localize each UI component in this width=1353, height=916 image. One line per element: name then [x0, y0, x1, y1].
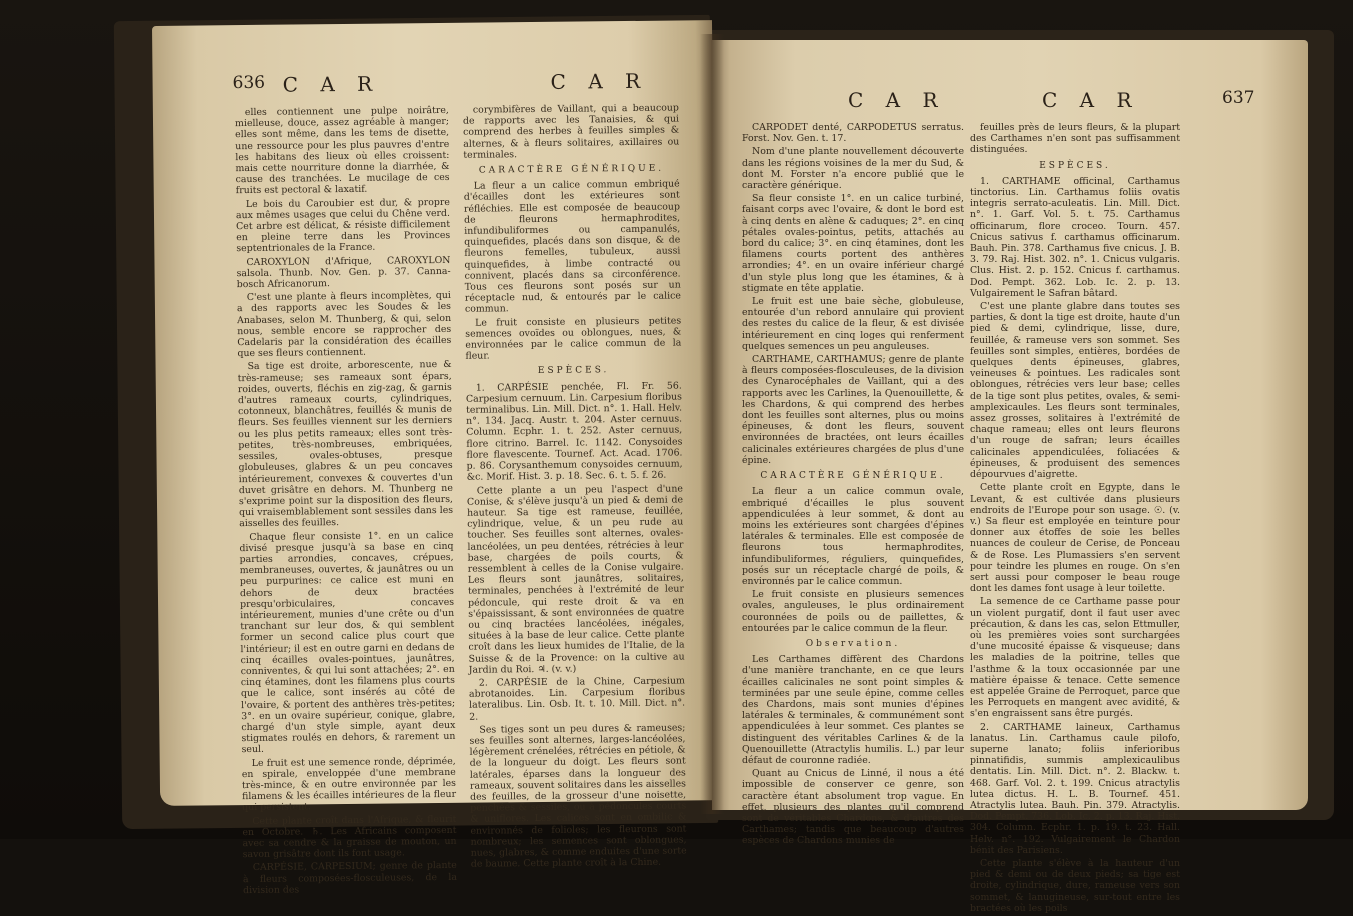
paragraph: 1. CARTHAME officinal, Carthamus tinctorius. Lin. Carthamus foliis ovatis integris serrato-aculeatis. Lin. Mill. Dict. n°. 1. Garf. Vol. 5. t. 75. Carthamus officinarum, flore croceo. Tourn. 457. Cnicus sativus f. carthamus officinarum. Bauh. Pin. 378. Carthamus five cnicus. J. B. 3. 79. Raj. Hist. 302. n°. 1. Cnicus vulgaris. Clus. Hist. 2. p. 152. Cnicus f. carthamus. Dod. Pempt. 362. Lob. Ic. 2. p. 13. Vulgairement le Safran bâtard. [970, 175, 1180, 299]
left-page-column-1 [235, 105, 457, 898]
paragraph: Le bois du Caroubier est dur, & propre aux mêmes usages que celui du Chêne verd. Cet arbre est délicat, & résiste difficilement en pleine terre dans les Provinces septentrionales de la France. [235, 196, 451, 255]
paragraph: Cette plante a un peu l'aspect d'une Conise, & s'élève jusqu'à un pied & demi de hauteur. Sa tige est rameuse, feuillée, cylindrique, velue, & un peu rude au toucher. Ses feuilles sont alternes, ovales-lancéolées, un peu dentées, rétrécies à leur base, chargées de poils courts, & ressemblent à celles de la Conise vulgaire. Les fleurs sont jaunâtres, solitaires, terminales, penchées à l'extrémité de leur pédoncule, qui reste droit & va en s'épaississant, & sont environnées de quatre ou cinq bractées lancéolées, inégales, situées à la base de leur calice. Cette plante croît dans les lieux humides de l'Italie, de la Suisse & de la Provence: on la cultive au Jardin du Roi. ♃. (v. v.) [466, 482, 685, 676]
paragraph: C'est une plante glabre dans toutes ses parties, & dont la tige est droite, haute d'un pied & demi, cylindrique, lisse, dure, feuillée, & rameuse vers son sommet. Ses feuilles sont simples, entières, bordées de quelques dents épineuses, glabres, veineuses & pointues. Les radicales sont oblongues, rétrécies vers leur base; celles de la tige sont plus petites, ovales, & semi-amplexicaules. Les fleurs sont terminales, assez grosses, solitaires à l'extrémité de chaque rameau; elles ont leurs fleurons d'un rouge de safran; leurs écailles calicinales appendiculées, foliacées & épineuses, & produisent des semences dépourvues d'aigrette. [970, 301, 1180, 481]
paragraph: Sa fleur consiste 1°. en un calice turbiné, faisant corps avec l'ovaire, & dont le bord est à cinq dents en alène & caduques; 2°. en cinq pétales ovales-pointus, petits, attachés au bord du calice; 3°. en cinq étamines, dont les filamens courts portent des anthères arrondies; 4°. en un ovaire inférieur chargé d'un style plus long que les étamines, & à stigmate en tête applatie. [742, 193, 964, 294]
paragraph: La fleur a un calice commun embriqué d'écailles dont les extérieures sont réfléchies. Elle est composée de beaucoup de fleurons hermaphrodites, infundibuliformes ou campanulés, quinquefides, placés dans son disque, & de fleurons femelles, tubuleux, aussi quinquefides, à limbe contracté ou connivent, placés dans sa circonférence. Tous ces fleurons sont posés sur un réceptacle nud, & entourés par le calice commun. [463, 178, 681, 316]
paragraph: Ses tiges sont un peu dures & rameuses; ses feuilles sont alternes, larges-lancéolées, légèrement crénelées, rétrécies en pétiole, & de la longueur du doigt. Les fleurs sont latérales, éparses dans la longueur des rameaux, souvent solitaires dans les aisselles des feuilles, de la grosseur d'une noisette, penchées & sessiles, ou à pédoncules courts & uniflores. Les calices sont en ombilic & environnés de folioles; les fleurons sont nombreux; les semences sont oblongues, nues, glabres, & comme enduites d'une sorte de baume. Cette plante croît à la Chine. [469, 722, 687, 870]
paragraph: Nom d'une plante nouvellement découverte dans les régions voisines de la mer du Sud, & dont M. Forster n'a encore publié que le caractère générique. [742, 146, 964, 192]
paragraph: Cette plante s'élève à la hauteur d'un pied & demi ou de deux pieds; sa tige est droite, cylindrique, dure, rameuse vers son sommet, & lanugineuse, sur-tout entre les bractées où les poils [970, 858, 1180, 914]
paragraph: Cette plante croît en Egypte, dans le Levant, & est cultivée dans plusieurs endroits de l'Europe pour son usage. ☉. (v. v.) Sa fleur est employée en teinture pour donner aux étoffes de soie les belles nuances de couleur de Cerise, de Ponceau & de Rose. Les Plumassiers s'en servent pour teindre les plumes en rouge. On s'en sert aussi pour composer le beau rouge dont les dames font usage à leur toilette. [970, 482, 1180, 595]
paragraph: Le fruit est une baie sèche, globuleuse, entourée d'un rebord annulaire qui provient des restes du calice de la fleur, & est divisée intérieurement en cinq loges qui renferment quelques semences un peu anguleuses. [742, 296, 964, 352]
right-page-number: 637 [1222, 88, 1255, 108]
left-page-number: 636 [232, 72, 266, 94]
book-gutter [700, 34, 724, 814]
paragraph: corymbifères de Vaillant, qui a beaucoup de rapports avec les Tanaisies, & qui comprend des herbes à feuilles simples & alternes, & à fleurs solitaires, axillaires ou terminales. [462, 102, 680, 161]
paragraph: C'est une plante à fleurs incomplètes, qui a des rapports avec les Soudes & les Anabases, selon M. Thunberg, & qui, selon nous, semble encore se rapprocher des Cadelaris par la considération des écailles que ses fleurs contiennent. [236, 290, 452, 360]
left-running-head-col1: C A R [282, 71, 381, 97]
paragraph: 1. CARPÉSIE penchée, Fl. Fr. 56. Carpesium cernuum. Lin. Carpesium floribus terminalibus. Lin. Mill. Dict. n°. 1. Hall. Helv. n°. 134. Jacq. Austr. t. 204. Aster cernuus. Column. Ecphr. 1. t. 252. Aster cernuus, flore citrino. Barrel. Ic. 1142. Conysoides flore flavescente. Tournef. Act. Acad. 1706. p. 86. Corysanthemum conysoides cernuum, &c. Morif. Hist. 3. p. 18. Sec. 6. t. 5. f. 26. [465, 380, 683, 484]
paragraph: Le fruit est une semence ronde, déprimée, en spirale, enveloppée d'une membrane très-mince, & en outre environnée par les filamens & les écailles intérieures de la fleur qui persistent. [241, 755, 457, 814]
paragraph: CARPODET denté, CARPODETUS serratus. Forst. Nov. Gen. t. 17. [742, 122, 964, 145]
paragraph: Cette plante croît dans l'Afrique, & fleurit en Octobre. ♄. Les Africains composent avec sa cendre & la graisse de mouton, un savon grisâtre dont ils font usage. [242, 813, 457, 861]
paragraph: elles contiennent une pulpe noirâtre, mielleuse, douce, assez agréable à manger; elles sont même, dans les tems de disette, une ressource pour les plus pauvres d'entre les habitans des lieux où elles croissent: mais cette nourriture donne la diarrhée, & cause des tranchées. Le mucilage de ces fruits est pectoral & laxatif. [234, 104, 450, 197]
paragraph: CARPÉSIE, CARPESIUM; genre de plante à fleurs composées-flosculeuses, de la division des [242, 860, 457, 896]
paragraph: feuilles près de leurs fleurs, & la plupart des Carthames n'en sont pas suffisamment distinguées. [970, 122, 1180, 156]
paragraph: CAROXYLON d'Afrique, CAROXYLON salsola. Thunb. Nov. Gen. p. 37. Canna-bosch Africanorum. [236, 254, 451, 291]
left-page [152, 20, 720, 896]
paragraph: Le fruit consiste en plusieurs petites semences ovoïdes ou oblongues, nues, & environnées par le calice commun de la fleur. [465, 315, 682, 363]
paragraph: Sa tige est droite, arborescente, nue & très-rameuse; ses rameaux sont épars, roides, ouverts, fléchis en zig-zag, & garnis d'autres rameaux courts, cylindriques, cotonneux, blanchâtres, feuillés & munis de fleurs. Ses feuilles viennent sur les derniers ou les plus petits rameaux; elles sont très-petites, très-nombreuses, embriquées, sessiles, ovales-obtuses, presque globuleuses, glabres & un peu concaves intérieurement, convexes & couvertes d'un duvet grisâtre en dehors. M. Thunberg ne s'exprime point sur la disposition des fleurs, qui vraisemblablement sont sessiles dans les aisselles des feuilles. [237, 359, 454, 530]
right-page-column-1 [742, 122, 964, 849]
paragraph: La semence de ce Carthame passe pour un violent purgatif, dont il faut user avec précaution, & dans les cas, selon Ettmuller, où les premières voies sont surchargées d'une mucosité épaisse & visqueuse; dans les maladies de la poitrine, telles que l'asthme & la toux occasionnée par une matière épaisse & tenace. Cette semence est appelée Graine de Perroquet, parce que les Perroquets en mangent avec avidité, & s'en engraissent sans être purgés. [970, 596, 1180, 720]
paragraph: Les Carthames diffèrent des Chardons d'une manière tranchante, en ce que leurs écailles calicinales ne sont point simples & terminées par une seule épine, comme celles des Chardons, mais sont munies d'épines latérales & terminales, & communément sont appendiculées à leur sommet. Ces plantes se distinguent des véritables Carlines & de la Quenouillette (Atractylis humilis. L.) par leur défaut de couronne radiée. [742, 654, 964, 766]
paragraph: 2. CARTHAME laineux, Carthamus lanatus. Lin. Carthamus caule pilofo, superne lanato; foliis inferioribus pinnatifidis, summis amplexicaulibus dentatis. Lin. Mill. Dict. n°. 2. Blackw. t. 468. Garf. Vol. 2. t. 199. Cnicus atractylis lutea dictus. H. L. B. Tournef. 451. Atractylis lutea. Bauh. Pin. 379. Atractylis. Dod. Pempt. 736. Lob. Ic. 2. p. 13. Raj. Hist. 304. Column. Ecphr. 1. p. 19. t. 23. Hall. Helv. n°. 192. Vulgairement le Chardon bénit des Parisiens. [970, 721, 1181, 856]
right-page [712, 40, 1308, 914]
right-page-header [712, 88, 1308, 118]
right-running-head-col2: C A R [1042, 88, 1140, 112]
section-heading: ESPÈCES. [537, 365, 610, 377]
right-running-head-col1: C A R [848, 88, 946, 112]
section-heading: ESPÈCES. [1039, 160, 1111, 171]
section-heading: CARACTÈRE GÉNÉRIQUE. [760, 471, 946, 482]
right-page-column-2 [970, 122, 1180, 916]
paragraph: Quant au Cnicus de Linné, il nous a été impossible de conserver ce genre, son caractère étant absolument trop vague. En effet, plusieurs des plantes qu'il comprend sont de véritables Chardons, & d'autres des Carthames; tandis que beaucoup d'autres espèces de Chardons munies de [742, 768, 964, 847]
paragraph: 2. CARPÉSIE de la Chine, Carpesium abrotanoides. Lin. Carpesium floribus lateralibus. Lin. Osb. It. t. 10. Mill. Dict. n°. 2. [468, 675, 686, 723]
paragraph: Le fruit consiste en plusieurs semences ovales, anguleuses, le plus ordinairement couronnées de poils ou de paillettes, & entourées par le calice commun de la fleur. [742, 589, 964, 634]
left-page-header [153, 68, 713, 104]
paragraph: La fleur a un calice commun ovale, embriqué d'écailles le plus souvent appendiculées à leur sommet, & dont au moins les extérieures sont chargées d'épines latérales & terminales. Elle est composée de fleurons tous hermaphrodites, infundibuliformes, réguliers, quinquefides, posés sur un réceptacle chargé de poils, & environnés par le calice commun. [742, 486, 964, 587]
left-running-head-col2: C A R [550, 68, 649, 94]
section-heading: Observation. [805, 638, 901, 649]
left-page-column-2 [463, 102, 687, 872]
section-heading: CARACTÈRE GÉNÉRIQUE. [478, 163, 665, 176]
paragraph: Chaque fleur consiste 1°. en un calice divisé presque jusqu'à sa base en cinq parties arrondies, concaves, crépues, membraneuses, ouvertes, & jaunâtres ou un peu purpurines: ce calice est muni en dehors de deux bractées presqu'orbiculaires, concaves intérieurement, munies d'une crête ou d'un tranchant sur leur dos, & qui semblent former un second calice plus court que l'intérieur; il est en outre garni en dedans de cinq écailles ovales-pointues, jaunâtres, conniventes, & qui lui sont attachées; 2°. en cinq étamines, dont les filamens plus courts que le calice, sont insérés au côté de l'ovaire, & portent des anthères très-petites; 3°. en un ovaire supérieur, conique, glabre, chargé d'un style simple, ayant deux stigmates roulés en dehors, & rarement un seul. [239, 529, 456, 756]
paragraph: CARTHAME, CARTHAMUS; genre de plante à fleurs composées-flosculeuses, de la division des Cynarocéphales de Vaillant, qui a des rapports avec les Carlines, la Quenouillette, & les Chardons, & qui comprend des herbes dont les feuilles sont alternes, plus ou moins épineuses, & dont les fleurs, souvent environnées de bractées, ont leurs écailles calicinales extérieures chargées de plus d'une épine. [742, 354, 964, 466]
